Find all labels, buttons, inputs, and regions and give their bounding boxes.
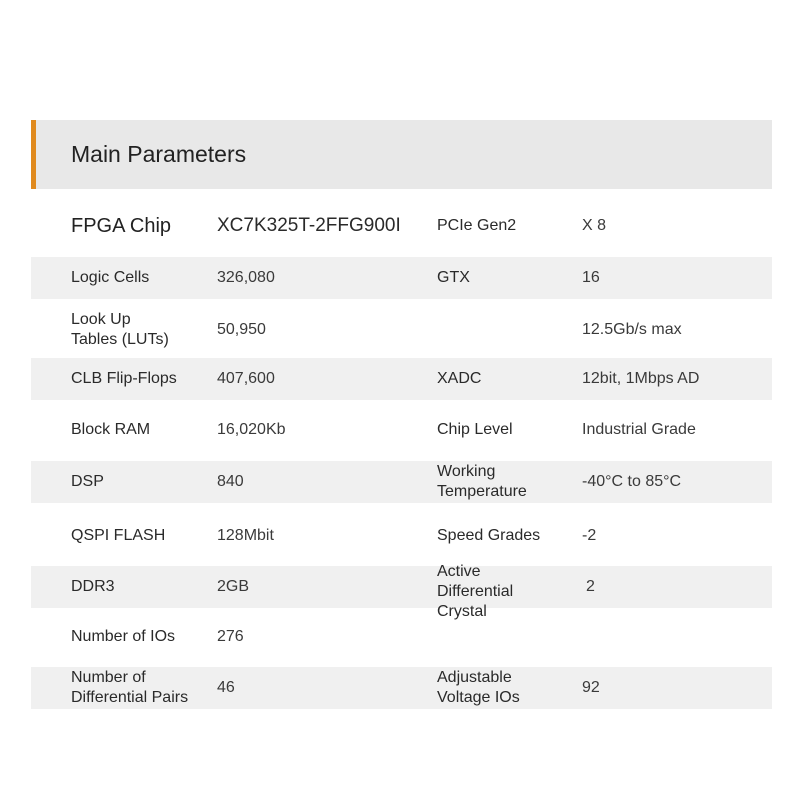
param-label: DSP [71, 473, 104, 490]
param-value: 2 [586, 578, 595, 595]
param-label: Adjustable Voltage IOs [437, 669, 520, 706]
param-label: GTX [437, 269, 470, 286]
param-label: Logic Cells [71, 269, 150, 286]
param-label: Look Up Tables (LUTs) [71, 311, 169, 348]
table-row [31, 405, 772, 455]
page-title: Main Parameters [71, 141, 247, 167]
param-label: DDR3 [71, 578, 115, 595]
param-label: QSPI FLASH [71, 527, 166, 544]
header-accent-bar [31, 120, 36, 189]
param-value: 16,020Kb [217, 421, 286, 438]
table-row [31, 510, 772, 562]
param-label: Number of Differential Pairs [71, 669, 189, 706]
param-label: Speed Grades [437, 527, 541, 544]
param-value: 276 [217, 628, 244, 645]
param-value: 46 [217, 679, 235, 696]
table-row [31, 197, 772, 254]
param-value: 840 [217, 473, 244, 490]
param-label: Chip Level [437, 421, 513, 438]
table-row [31, 257, 772, 299]
table-row [31, 461, 772, 503]
param-value: -2 [582, 527, 597, 544]
table-row [31, 563, 772, 620]
table-row [31, 358, 772, 400]
table-row [31, 667, 772, 709]
param-value: 326,080 [217, 269, 275, 286]
param-label: Number of IOs [71, 628, 176, 645]
param-label [437, 612, 577, 662]
param-value: 2GB [217, 578, 250, 595]
section-header [31, 120, 772, 189]
param-value: 50,950 [217, 321, 266, 338]
param-label: FPGA Chip [71, 214, 172, 237]
param-value: 16 [582, 269, 600, 286]
param-value: 128Mbit [217, 527, 274, 544]
param-label: XADC [437, 370, 482, 387]
param-label: Working Temperature [437, 463, 527, 500]
param-label: Block RAM [71, 421, 151, 438]
table-row [31, 612, 772, 662]
param-value: XC7K325T-2FFG900I [217, 214, 401, 236]
param-value: 12bit, 1Mbps AD [582, 370, 700, 387]
param-value: 407,600 [217, 370, 275, 387]
param-value: -40°C to 85°C [582, 473, 682, 490]
param-label: Active Differential Crystal [437, 563, 514, 620]
param-value: X 8 [582, 216, 607, 234]
param-value: 12.5Gb/s max [582, 321, 682, 338]
param-value [582, 612, 767, 662]
table-row [31, 305, 772, 355]
param-value: Industrial Grade [582, 421, 696, 438]
param-value: 92 [582, 679, 600, 696]
param-label: PCIe Gen2 [437, 216, 517, 234]
param-label [437, 305, 577, 355]
param-label: CLB Flip-Flops [71, 370, 177, 387]
